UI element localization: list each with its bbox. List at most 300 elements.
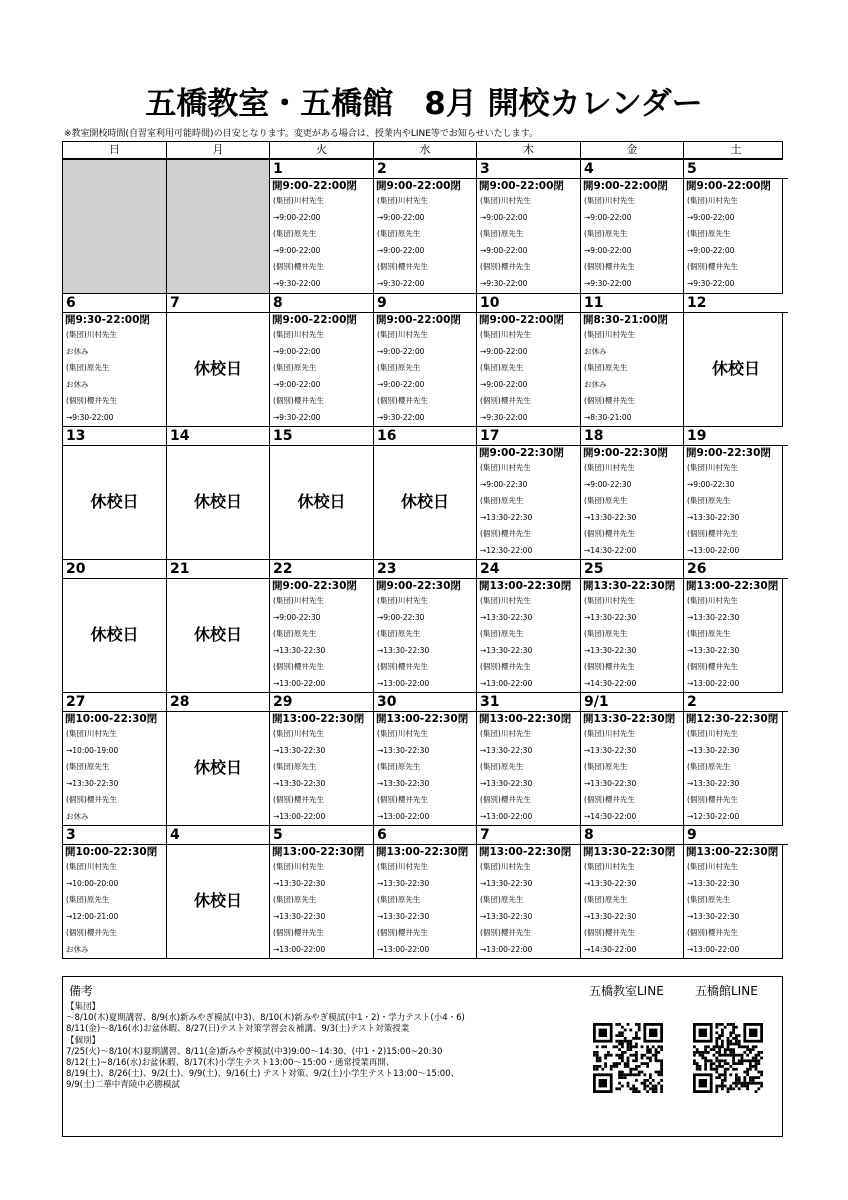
schedule-line: →9:00-22:00: [687, 245, 735, 255]
day-number: 10: [477, 294, 580, 313]
day-number: 11: [581, 294, 683, 313]
open-hours: 開13:00-22:30閉: [686, 846, 779, 858]
schedule-line: →13:30-22:30: [377, 645, 430, 655]
schedule-line: (集団)原先生: [480, 229, 524, 238]
schedule-line: (個別)櫻井先生: [584, 262, 635, 271]
schedule-line: お休み: [66, 379, 89, 389]
open-hours: 開13:00-22:30閉: [479, 580, 572, 592]
schedule-line: →9:30-22:00: [273, 412, 321, 422]
schedule-line: →13:00-22:00: [480, 678, 533, 688]
open-hours: 開13:00-22:30閉: [479, 713, 572, 725]
calendar-cell-empty: [167, 160, 270, 293]
calendar-day-cell: [270, 427, 374, 559]
schedule-line: →13:30-22:30: [273, 745, 326, 755]
open-hours: 開9:00-22:00閉: [272, 314, 357, 326]
schedule-line: (集団)原先生: [687, 895, 731, 904]
day-number: 6: [374, 826, 476, 845]
schedule-line: (個別)櫻井先生: [480, 928, 531, 937]
calendar-day-cell: [270, 294, 374, 426]
schedule-line: (集団)原先生: [480, 496, 524, 505]
calendar-day-cell: [684, 826, 788, 958]
day-number: 14: [167, 427, 269, 446]
schedule-line: →13:30-22:30: [480, 878, 533, 888]
schedule-line: →13:30-22:30: [377, 778, 430, 788]
page-title: 五橋教室・五橋館 8月 開校カレンダー: [145, 86, 703, 122]
schedule-line: →13:30-22:30: [584, 778, 637, 788]
calendar-day-cell: [167, 427, 270, 559]
schedule-line: (個別)櫻井先生: [273, 795, 324, 804]
schedule-line: (集団)川村先生: [377, 596, 428, 605]
schedule-line: →13:30-22:30: [687, 745, 740, 755]
schedule-line: →9:00-22:00: [377, 245, 425, 255]
open-hours: 開13:30-22:30閉: [583, 846, 676, 858]
open-hours: 開13:00-22:30閉: [376, 846, 469, 858]
closed-day-label: 休校日: [297, 492, 346, 511]
remarks-line: 【集団】: [66, 1002, 101, 1012]
schedule-line: →14:30-22:00: [584, 678, 637, 688]
day-number: 3: [477, 160, 580, 179]
schedule-line: →13:30-22:30: [687, 612, 740, 622]
schedule-line: →13:30-22:30: [480, 612, 533, 622]
remarks-title: 備考: [69, 984, 94, 998]
weekday-header-cell: 日: [63, 142, 167, 158]
schedule-line: →14:30-22:00: [584, 944, 637, 954]
calendar-day-cell: [63, 294, 167, 426]
schedule-line: お休み: [584, 379, 607, 389]
calendar-day-cell: [270, 160, 374, 293]
schedule-line: →9:30-22:00: [687, 278, 735, 288]
schedule-line: →13:00-22:00: [687, 545, 740, 555]
schedule-line: (集団)原先生: [273, 629, 317, 638]
schedule-line: →13:30-22:30: [480, 745, 533, 755]
schedule-line: (集団)原先生: [273, 229, 317, 238]
schedule-line: (集団)原先生: [687, 229, 731, 238]
day-number: 26: [684, 560, 788, 579]
schedule-line: →13:30-22:30: [273, 911, 326, 921]
schedule-line: (個別)櫻井先生: [66, 928, 117, 937]
calendar-day-cell: [581, 826, 684, 958]
schedule-line: →8:30-21:00: [584, 412, 632, 422]
schedule-line: →13:30-22:30: [687, 878, 740, 888]
schedule-line: (集団)原先生: [584, 229, 628, 238]
schedule-line: →9:00-22:30: [687, 479, 735, 489]
day-number: 7: [167, 294, 269, 313]
open-hours: 開10:00-22:30閉: [65, 713, 158, 725]
day-number: 6: [63, 294, 166, 313]
schedule-line: (集団)川村先生: [66, 862, 117, 871]
schedule-line: →9:30-22:00: [377, 278, 425, 288]
remarks-box: [62, 976, 783, 1137]
calendar-day-cell: [581, 693, 684, 825]
open-hours: 開13:00-22:30閉: [686, 580, 779, 592]
calendar-day-cell: [477, 427, 581, 559]
open-hours: 開10:00-22:30閉: [65, 846, 158, 858]
notice-text: ※教室開校時間(自習室利用可能時間)の目安となります。変更がある場合は、授業内やLINE等でお知らせいたします。: [64, 129, 538, 139]
day-number: 15: [270, 427, 373, 446]
day-number: 3: [63, 826, 166, 845]
calendar-cell-empty: [63, 160, 167, 293]
calendar-day-cell: [684, 693, 788, 825]
remarks-line: 8/12(土)~8/16(水)お盆休暇、8/17(木)小学生テスト13:00～15:00・通常授業再開、: [66, 1058, 395, 1069]
schedule-line: (集団)原先生: [273, 762, 317, 771]
calendar-day-cell: [581, 427, 684, 559]
schedule-line: (集団)川村先生: [480, 330, 531, 339]
schedule-line: →13:00-22:00: [273, 811, 326, 821]
schedule-line: (集団)川村先生: [480, 862, 531, 871]
day-number: 23: [374, 560, 476, 579]
schedule-line: お休み: [584, 346, 607, 356]
schedule-line: (集団)川村先生: [377, 196, 428, 205]
schedule-line: →13:30-22:30: [377, 878, 430, 888]
schedule-line: →13:00-22:00: [377, 944, 430, 954]
schedule-line: (集団)原先生: [687, 496, 731, 505]
schedule-line: →13:30-22:30: [584, 878, 637, 888]
schedule-line: →9:00-22:00: [273, 245, 321, 255]
schedule-line: (集団)原先生: [377, 229, 421, 238]
calendar-grid: [62, 158, 783, 959]
qr-code-hall[interactable]: [693, 1023, 763, 1093]
schedule-line: →9:00-22:00: [377, 379, 425, 389]
schedule-line: (個別)櫻井先生: [480, 262, 531, 271]
calendar-day-cell: [167, 560, 270, 692]
schedule-line: (個別)櫻井先生: [584, 396, 635, 405]
schedule-line: (集団)原先生: [480, 895, 524, 904]
remarks-line: 7/25(火)～8/10(木)夏期講習、8/11(金)新みやぎ模試(中3)9:00～14:30、(中1・2)15:00~20:30: [66, 1046, 443, 1057]
calendar-week: [63, 293, 782, 426]
schedule-line: →9:00-22:00: [584, 245, 632, 255]
open-hours: 開13:30-22:30閉: [583, 713, 676, 725]
schedule-line: →9:00-22:00: [480, 245, 528, 255]
open-hours: 開9:00-22:00閉: [583, 180, 668, 192]
schedule-line: (集団)原先生: [377, 762, 421, 771]
day-number: 30: [374, 693, 476, 712]
closed-day-label: 休校日: [193, 758, 242, 777]
schedule-line: →13:30-22:30: [584, 911, 637, 921]
day-number: 31: [477, 693, 580, 712]
schedule-line: →13:00-22:00: [687, 678, 740, 688]
schedule-line: (個別)櫻井先生: [66, 795, 117, 804]
schedule-line: (集団)川村先生: [584, 596, 635, 605]
calendar-day-cell: [167, 693, 270, 825]
remarks-line: 8/19(土)、8/26(土)、9/2(土)、9/9(土)、9/16(土) テスト対策、9/2(土)小学生テスト13:00～15:00、: [66, 1069, 460, 1080]
open-hours: 開9:00-22:00閉: [479, 314, 564, 326]
schedule-line: →9:00-22:30: [273, 612, 321, 622]
day-number: 7: [477, 826, 580, 845]
schedule-line: →13:30-22:30: [273, 878, 326, 888]
schedule-line: →14:30-22:00: [584, 811, 637, 821]
schedule-line: (個別)櫻井先生: [377, 795, 428, 804]
schedule-line: →13:00-22:00: [480, 811, 533, 821]
schedule-line: →13:30-22:30: [687, 645, 740, 655]
schedule-line: →9:30-22:00: [377, 412, 425, 422]
schedule-line: (集団)川村先生: [273, 330, 324, 339]
schedule-line: →9:30-22:00: [480, 412, 528, 422]
schedule-line: (集団)川村先生: [377, 729, 428, 738]
calendar-day-cell: [477, 693, 581, 825]
open-hours: 開9:00-22:00閉: [686, 180, 771, 192]
qr-code-classroom[interactable]: [593, 1023, 663, 1093]
open-hours: 開13:00-22:30閉: [272, 713, 365, 725]
day-number: 9: [374, 294, 476, 313]
calendar-day-cell: [63, 826, 167, 958]
day-number: 29: [270, 693, 373, 712]
schedule-line: →13:30-22:30: [273, 778, 326, 788]
schedule-line: (個別)櫻井先生: [377, 262, 428, 271]
open-hours: 開9:00-22:00閉: [376, 314, 461, 326]
open-hours: 開13:00-22:30閉: [479, 846, 572, 858]
schedule-line: (個別)櫻井先生: [584, 529, 635, 538]
day-number: 24: [477, 560, 580, 579]
schedule-line: →13:00-22:00: [273, 678, 326, 688]
calendar-day-cell: [477, 826, 581, 958]
schedule-line: (集団)原先生: [66, 762, 110, 771]
calendar-day-cell: [374, 693, 477, 825]
day-number: 2: [374, 160, 476, 179]
schedule-line: (集団)川村先生: [480, 596, 531, 605]
schedule-line: (集団)原先生: [584, 895, 628, 904]
line-label-hall: 五橋館LINE: [695, 984, 758, 998]
open-hours: 開9:00-22:30閉: [583, 447, 668, 459]
schedule-line: (集団)原先生: [273, 363, 317, 372]
calendar-day-cell: [477, 560, 581, 692]
schedule-line: (集団)原先生: [584, 629, 628, 638]
schedule-line: お休み: [66, 811, 89, 821]
open-hours: 開13:00-22:30閉: [376, 713, 469, 725]
remarks-line: 9/9(土)二華中青陵中必勝模試: [66, 1080, 180, 1091]
day-number: 2: [684, 693, 788, 712]
schedule-line: (個別)櫻井先生: [273, 928, 324, 937]
calendar-day-cell: [270, 693, 374, 825]
calendar-day-cell: [167, 294, 270, 426]
schedule-line: →10:00-19:00: [66, 745, 119, 755]
open-hours: 開9:00-22:30閉: [376, 580, 461, 592]
schedule-line: →13:30-22:30: [584, 612, 637, 622]
day-number: 4: [167, 826, 269, 845]
open-hours: 開9:00-22:30閉: [272, 580, 357, 592]
schedule-line: →12:30-22:00: [687, 811, 740, 821]
schedule-line: (集団)川村先生: [584, 862, 635, 871]
schedule-line: (個別)櫻井先生: [66, 396, 117, 405]
schedule-line: →9:30-22:00: [66, 412, 114, 422]
schedule-line: →9:00-22:30: [584, 479, 632, 489]
calendar-day-cell: [581, 560, 684, 692]
schedule-line: (集団)川村先生: [584, 330, 635, 339]
schedule-line: (集団)川村先生: [687, 596, 738, 605]
schedule-line: (集団)原先生: [377, 895, 421, 904]
schedule-line: (集団)川村先生: [584, 196, 635, 205]
closed-day-label: 休校日: [90, 625, 139, 644]
schedule-line: (個別)櫻井先生: [377, 662, 428, 671]
schedule-line: (個別)櫻井先生: [377, 928, 428, 937]
schedule-line: (集団)川村先生: [480, 196, 531, 205]
schedule-line: →10:00-20:00: [66, 878, 119, 888]
schedule-line: (個別)櫻井先生: [584, 662, 635, 671]
schedule-line: (集団)原先生: [584, 363, 628, 372]
day-number: 19: [684, 427, 788, 446]
schedule-line: (集団)原先生: [584, 496, 628, 505]
schedule-line: (集団)川村先生: [687, 862, 738, 871]
line-label-classroom: 五橋教室LINE: [589, 984, 664, 998]
calendar-day-cell: [684, 160, 788, 293]
calendar-day-cell: [63, 427, 167, 559]
closed-day-label: 休校日: [193, 492, 242, 511]
day-number: 20: [63, 560, 166, 579]
schedule-line: (集団)川村先生: [687, 196, 738, 205]
day-number: 4: [581, 160, 683, 179]
schedule-line: →13:00-22:00: [377, 811, 430, 821]
schedule-line: →13:30-22:30: [480, 645, 533, 655]
schedule-line: →9:00-22:00: [273, 379, 321, 389]
schedule-line: (集団)川村先生: [377, 862, 428, 871]
schedule-line: (集団)原先生: [66, 363, 110, 372]
schedule-line: →13:30-22:30: [584, 512, 637, 522]
calendar-day-cell: [374, 560, 477, 692]
closed-day-label: 休校日: [90, 492, 139, 511]
schedule-line: (集団)川村先生: [584, 463, 635, 472]
schedule-line: (集団)川村先生: [480, 463, 531, 472]
calendar-day-cell: [684, 427, 788, 559]
schedule-line: →9:00-22:00: [480, 212, 528, 222]
schedule-line: (集団)原先生: [687, 629, 731, 638]
schedule-line: (集団)川村先生: [687, 729, 738, 738]
calendar-day-cell: [374, 427, 477, 559]
day-number: 13: [63, 427, 166, 446]
open-hours: 開9:00-22:00閉: [376, 180, 461, 192]
open-hours: 開9:00-22:30閉: [686, 447, 771, 459]
schedule-line: →13:30-22:30: [480, 778, 533, 788]
schedule-line: →12:30-22:00: [480, 545, 533, 555]
schedule-line: →13:30-22:30: [480, 512, 533, 522]
day-number: 18: [581, 427, 683, 446]
schedule-line: お休み: [66, 944, 89, 954]
weekday-header-cell: 金: [581, 142, 684, 158]
weekday-header-cell: 木: [477, 142, 581, 158]
schedule-line: →13:00-22:00: [377, 678, 430, 688]
schedule-line: (個別)櫻井先生: [273, 396, 324, 405]
day-number: 22: [270, 560, 373, 579]
schedule-line: (個別)櫻井先生: [480, 396, 531, 405]
calendar-day-cell: [167, 826, 270, 958]
schedule-line: (個別)櫻井先生: [584, 795, 635, 804]
schedule-line: →9:00-22:30: [377, 612, 425, 622]
calendar: [62, 141, 783, 959]
remarks-line: ～8/10(木)夏期講習、8/9(水)新みやぎ模試(中3)、8/10(木)新みやぎ模試(中1・2)・学力テスト(小4・6): [66, 1013, 465, 1024]
remarks-line: 【個別】: [66, 1035, 101, 1046]
open-hours: 開13:00-22:30閉: [272, 846, 365, 858]
schedule-line: →13:30-22:30: [273, 645, 326, 655]
schedule-line: (集団)川村先生: [480, 729, 531, 738]
calendar-day-cell: [63, 693, 167, 825]
schedule-line: →9:30-22:00: [480, 278, 528, 288]
schedule-line: (個別)櫻井先生: [480, 662, 531, 671]
calendar-week: [63, 559, 782, 692]
schedule-line: →13:30-22:30: [377, 745, 430, 755]
schedule-line: (集団)川村先生: [273, 729, 324, 738]
schedule-line: →13:30-22:30: [584, 745, 637, 755]
schedule-line: (集団)川村先生: [66, 330, 117, 339]
calendar-day-cell: [684, 294, 788, 426]
schedule-line: →9:30-22:00: [273, 278, 321, 288]
schedule-line: (集団)川村先生: [273, 196, 324, 205]
schedule-line: (集団)原先生: [480, 762, 524, 771]
calendar-week: [63, 825, 782, 958]
schedule-line: お休み: [66, 346, 89, 356]
calendar-day-cell: [477, 294, 581, 426]
schedule-line: (集団)原先生: [584, 762, 628, 771]
schedule-line: →9:00-22:00: [480, 379, 528, 389]
schedule-line: →13:30-22:30: [377, 911, 430, 921]
day-number: 17: [477, 427, 580, 446]
schedule-line: (集団)原先生: [66, 895, 110, 904]
day-number: 12: [684, 294, 788, 313]
schedule-line: →13:30-22:30: [687, 911, 740, 921]
weekday-header: [62, 141, 783, 158]
calendar-day-cell: [270, 826, 374, 958]
schedule-line: →9:00-22:30: [480, 479, 528, 489]
weekday-header-cell: 火: [270, 142, 374, 158]
calendar-week: [63, 159, 782, 293]
day-number: 8: [581, 826, 683, 845]
schedule-line: →13:30-22:30: [480, 911, 533, 921]
weekday-header-cell: 月: [167, 142, 270, 158]
open-hours: 開9:00-22:30閉: [479, 447, 564, 459]
schedule-line: (個別)櫻井先生: [687, 262, 738, 271]
schedule-line: (集団)原先生: [377, 363, 421, 372]
schedule-line: (個別)櫻井先生: [687, 529, 738, 538]
open-hours: 開12:30-22:30閉: [686, 713, 779, 725]
open-hours: 開13:30-22:30閉: [583, 580, 676, 592]
calendar-day-cell: [581, 294, 684, 426]
day-number: 27: [63, 693, 166, 712]
day-number: 1: [270, 160, 373, 179]
calendar-day-cell: [374, 826, 477, 958]
schedule-line: (個別)櫻井先生: [584, 928, 635, 937]
closed-day-label: 休校日: [711, 359, 760, 378]
schedule-line: →13:00-22:00: [687, 944, 740, 954]
schedule-line: →9:00-22:00: [687, 212, 735, 222]
schedule-line: →9:00-22:00: [273, 346, 321, 356]
calendar-day-cell: [270, 560, 374, 692]
closed-day-label: 休校日: [193, 359, 242, 378]
schedule-line: →13:30-22:30: [687, 778, 740, 788]
schedule-line: (集団)川村先生: [273, 596, 324, 605]
schedule-line: (集団)原先生: [687, 762, 731, 771]
schedule-line: →9:00-22:00: [480, 346, 528, 356]
calendar-day-cell: [684, 560, 788, 692]
calendar-day-cell: [374, 160, 477, 293]
schedule-line: (集団)原先生: [480, 629, 524, 638]
remarks-line: 8/11(金)～8/16(水)お盆休暇、8/27(日)テスト対策学習会＆補講、9/3(土)テスト対策授業: [66, 1024, 410, 1035]
weekday-header-cell: 土: [730, 143, 742, 156]
day-number: 21: [167, 560, 269, 579]
calendar-day-cell: [63, 560, 167, 692]
closed-day-label: 休校日: [193, 891, 242, 910]
day-number: 9/1: [581, 693, 683, 712]
schedule-line: (集団)川村先生: [377, 330, 428, 339]
schedule-line: →13:30-22:30: [66, 778, 119, 788]
calendar-day-cell: [374, 294, 477, 426]
calendar-week: [63, 692, 782, 825]
schedule-line: →9:00-22:00: [377, 346, 425, 356]
day-number: 5: [684, 160, 788, 179]
schedule-line: (集団)原先生: [377, 629, 421, 638]
schedule-line: →9:00-22:00: [377, 212, 425, 222]
day-number: 28: [167, 693, 269, 712]
open-hours: 開9:30-22:00閉: [65, 314, 150, 326]
schedule-line: (個別)櫻井先生: [273, 262, 324, 271]
closed-day-label: 休校日: [193, 625, 242, 644]
schedule-line: (集団)川村先生: [66, 729, 117, 738]
